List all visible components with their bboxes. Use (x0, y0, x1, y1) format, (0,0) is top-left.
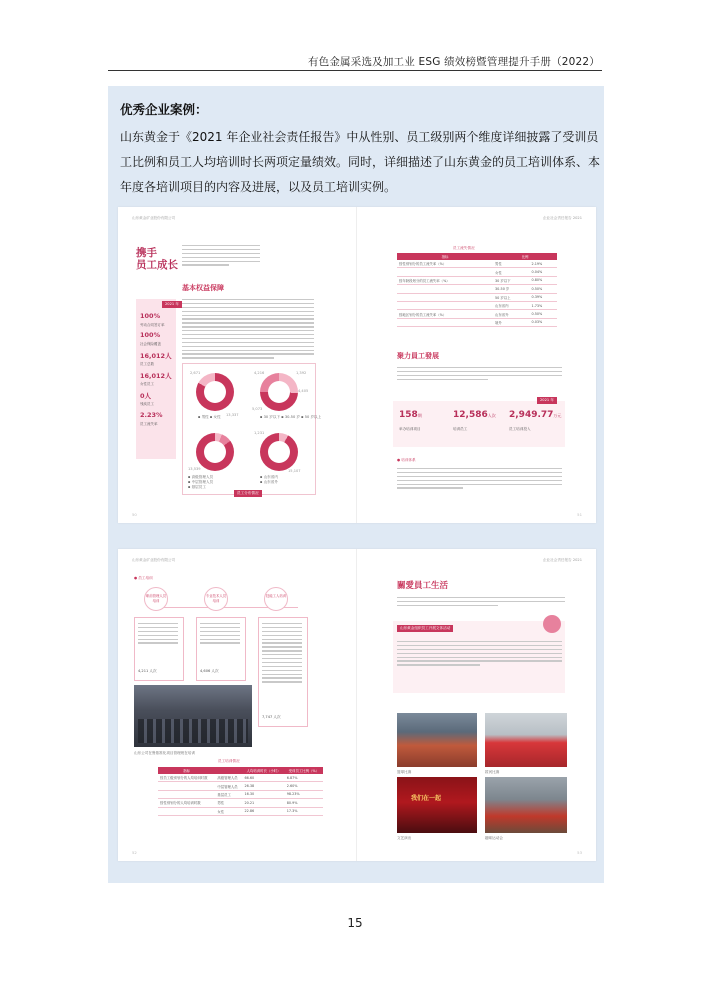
page-number: 52 (132, 850, 137, 855)
photo-caption: 山东公司在鲁基准化项目管理班在培训 (134, 751, 196, 755)
legend: ▪ 高级管理人员 ▪ 中层管理人员 ▪ 基层员工 (188, 475, 214, 489)
chart-caption: 员工分布情况 (234, 490, 262, 497)
donut-hole (204, 441, 226, 463)
card-stat: 4,606 人次 (200, 669, 219, 673)
document-page-number: 15 (347, 916, 363, 930)
page-number: 51 (577, 512, 582, 517)
table-row: 女性 0.04% (397, 268, 557, 276)
legend: ▪ 30 岁以下 ▪ 30-50 岁 ▪ 50 岁以上 (260, 415, 322, 419)
table-row: 按性别划分的员工流失率（%） 男性 2.19% (397, 260, 557, 268)
spread1-right-page (357, 207, 596, 523)
stat-label: 社会保险覆盖 (140, 342, 161, 346)
table-row: 50 岁以上 0.39% (397, 293, 557, 301)
table-title: 员工流失情况 (453, 246, 475, 250)
spread1-left-page (118, 207, 357, 523)
stat-value: 100% (140, 331, 161, 339)
year-tag: 2021 年 (537, 397, 557, 404)
kpi-label: 举办培训项目 (399, 427, 421, 431)
section-development: 聚力員工發展 (397, 352, 439, 360)
rights-text (182, 299, 314, 361)
section-basic-rights: 基本权益保障 (182, 284, 224, 292)
card-text (262, 623, 302, 685)
header-rule (108, 70, 602, 71)
card-stat: 4,211 人次 (138, 669, 157, 673)
spread2-left-page (118, 549, 357, 861)
donut-value: 13,539 (188, 467, 201, 471)
spread-gutter (356, 207, 357, 523)
donut-value: 4,405 (298, 389, 309, 393)
photo-basketball (397, 713, 477, 767)
sub-heading: ● 员工培训 (134, 576, 153, 580)
stat-label: 员工总数 (140, 362, 154, 366)
life-intro (397, 597, 565, 609)
kpi-value: 12,586人次 (453, 410, 496, 420)
stat-label: 员工流失率 (140, 422, 158, 426)
table-row: 按地区划分的员工流失率（%） 山东省外 0.50% (397, 310, 557, 318)
stat-value: 16,012人 (140, 352, 172, 360)
photo-sports-day (485, 777, 567, 833)
stat-label: 女性员工 (140, 382, 154, 386)
kpi-label: 培训员工 (453, 427, 468, 431)
activity-text (397, 641, 562, 668)
training-table: 指标 人均培训时长（小时） 受训员工比例（%） 按员工级别划分的人均培训时数 高级管理人员 66.60 6.87% 中层管理人员 26.38 2.60% 基层员工 16.30 98.23% 按性别划分的人均培训时数 男性 20.21 80.9% 女性 22.86 17.3% (158, 767, 323, 816)
table-row: 30-50 岁 0.50% (397, 285, 557, 293)
banner-text: 我们在一起 (411, 795, 442, 802)
training-bubble: 技能工人培训 (264, 587, 288, 611)
stat-value: 100% (140, 312, 161, 320)
table-row: 按性别划分的人均培训时数 男性 20.21 80.9% (158, 799, 323, 807)
donut-value: 1,231 (254, 431, 265, 435)
photo-performance (397, 777, 477, 833)
donut-hole (268, 381, 290, 403)
kpi-label: 员工培训投入 (509, 427, 531, 431)
ribbon-icon (543, 615, 561, 633)
stat-value: 16,012人 (140, 372, 172, 380)
spread-gutter (356, 549, 357, 861)
training-bubble: 专业技术人员培训 (204, 587, 228, 611)
donut-value: 2,671 (190, 371, 201, 375)
donut-hole (268, 441, 290, 463)
photo-caption: 文艺演出 (397, 836, 412, 840)
case-heading: 优秀企业案例： (120, 102, 208, 117)
running-head: 企业社会责任报告 2021 (542, 216, 582, 220)
running-head: 山东黄金矿业股份有限公司 (132, 216, 176, 220)
sub-heading: ● 培训体系 (397, 458, 416, 462)
development-text (397, 367, 562, 383)
photo-tug-of-war (485, 713, 567, 767)
spread1-title: 携手 员工成长 (136, 247, 178, 271)
stat-label: 残疾员工 (140, 402, 154, 406)
table-row: 境外 0.03% (397, 318, 557, 326)
donut-hole (204, 381, 226, 403)
page-number: 53 (577, 850, 582, 855)
kpi-value: 158期 (399, 410, 422, 420)
stat-label: 劳动合同签订率 (140, 323, 165, 327)
spread2-right-page (357, 549, 596, 861)
stat-value: 2.23% (140, 411, 163, 419)
table-row: 中层管理人员 26.38 2.60% (158, 782, 323, 790)
stat-value: 0人 (140, 392, 152, 400)
photo-caption: 篮球比赛 (397, 770, 412, 774)
turnover-table: 指标 比例 按性别划分的员工流失率（%） 男性 2.19% 女性 0.04% 按年龄段划分的员工流失率（%） 30 岁以下 0.80% 30-50 岁 0.50% 50 岁以上 0.39% 山东省内 1.73% 按地区划分的员工流失率（%） 山东省外 0.50% 境外 0.03% (397, 253, 557, 327)
card-text (200, 623, 240, 646)
photo-caption: 拔河比赛 (485, 770, 500, 774)
table-row: 基层员工 16.30 98.23% (158, 790, 323, 798)
running-head: 山东黄金矿业股份有限公司 (132, 558, 176, 562)
training-text (397, 468, 562, 491)
donut-value: 13,337 (226, 413, 239, 417)
kpi-band (393, 401, 565, 447)
intro-text (182, 245, 260, 268)
donut-value: 1,392 (296, 371, 307, 375)
card-stat: 7,747 人次 (262, 715, 281, 719)
legend: ▪ 山东省内 ▪ 山东省外 (260, 475, 278, 484)
table-row: 女性 22.86 17.3% (158, 807, 323, 815)
section-employee-life: 關愛員工生活 (397, 581, 449, 591)
report-spread-2 (118, 549, 596, 861)
legend: ▪ 男性 ▪ 女性 (198, 415, 221, 419)
document-header-title: 有色金属采选及加工业 ESG 绩效榜暨管理提升手册（2022） (307, 56, 600, 68)
table-row: 按员工级别划分的人均培训时数 高级管理人员 66.60 6.87% (158, 774, 323, 782)
case-body: 山东黄金于《2021 年企业社会责任报告》中从性别、员工级别两个维度详细披露了受训员工比例和员工人均培训时长两项定量绩效。同时，详细描述了山东黄金的员工培训体系、本年度各培训项目的内容及进展，以及员工培训实例。 (120, 130, 601, 194)
year-tag: 2021 年 (162, 301, 182, 308)
photo-people (138, 719, 248, 743)
card-text (138, 623, 178, 646)
table-row: 山东省内 1.73% (397, 301, 557, 309)
running-head: 企业社会责任报告 2021 (542, 558, 582, 562)
kpi-value: 2,949.77万元 (509, 410, 562, 420)
table-row: 按年龄段划分的员工流失率（%） 30 岁以下 0.80% (397, 276, 557, 284)
photo-caption: 趣味运动会 (485, 836, 503, 840)
donut-value: 4,216 (254, 371, 265, 375)
donut-value: 15,107 (288, 469, 301, 473)
activity-box-title: 山东黄金组织员工开展文体活动 (397, 625, 453, 632)
training-bubble: 职前管理人员培训 (144, 587, 168, 611)
donut-value: 5,073 (252, 407, 263, 411)
report-spread-1 (118, 207, 596, 523)
table-title: 员工培训情况 (218, 759, 240, 763)
page-number: 50 (132, 512, 137, 517)
